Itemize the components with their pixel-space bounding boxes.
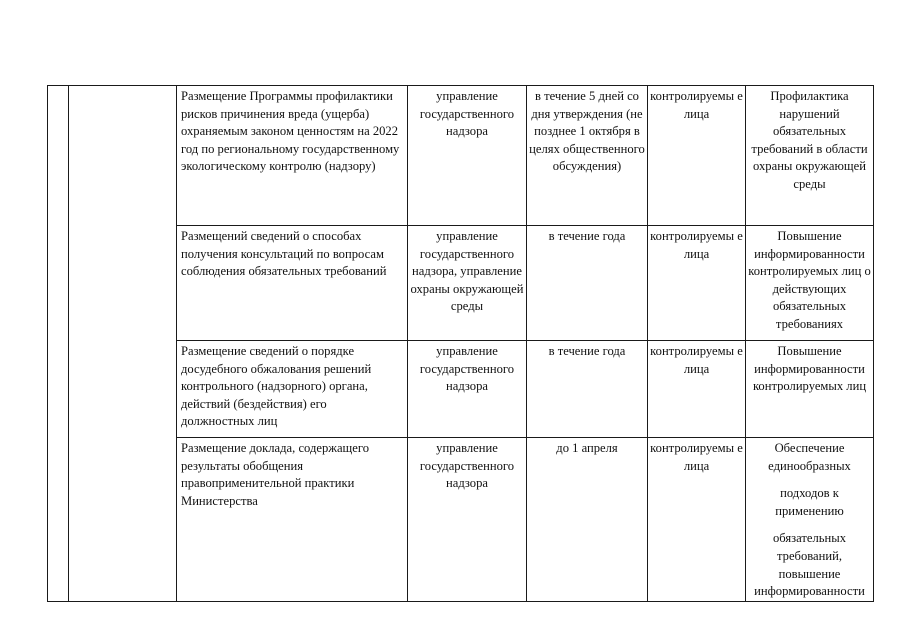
result-text: Профилактика нарушений обязательных требований в области охраны окружающей среды xyxy=(751,89,868,191)
subjects-cell xyxy=(648,86,746,226)
section-cell xyxy=(69,86,177,602)
measures-table xyxy=(47,85,874,602)
subjects-cell xyxy=(648,226,746,341)
responsible-text: управление государственного надзора xyxy=(419,344,515,394)
measure-text: Размещение доклада, содержащего результаты обобщения правоприменительной практики Министерства xyxy=(181,441,369,508)
subjects-cell xyxy=(648,341,746,438)
result-cell xyxy=(746,226,874,341)
row-number-cell xyxy=(48,86,69,602)
responsible-cell xyxy=(408,226,527,341)
measure-cell xyxy=(177,438,408,602)
subjects-cell xyxy=(648,438,746,602)
deadline-cell xyxy=(527,86,648,226)
subjects-text: контролируемы е лица xyxy=(650,441,743,473)
result-text: Повышение информированности контролируемых лиц о действующих обязательных требованиях xyxy=(748,229,871,331)
measure-cell xyxy=(177,226,408,341)
responsible-text: управление государственного надзора, управление охраны окружающей среды xyxy=(410,229,524,314)
deadline-text: в течение года xyxy=(548,344,626,358)
responsible-text: управление государственного надзора xyxy=(419,441,515,491)
responsible-cell xyxy=(408,341,527,438)
subjects-text: контролируемы е лица xyxy=(650,89,743,121)
result-cell xyxy=(746,438,874,602)
table-row xyxy=(48,86,874,226)
deadline-text: в течение 5 дней со дня утверждения (не позднее 1 октября в целях общественного обсуждения) xyxy=(529,89,645,174)
measure-text: Размещение Программы профилактики рисков причинения вреда (ущерба) охраняемым законом ценностям на 2022 год по региональному государственному экологическому контролю (надзору) xyxy=(181,89,400,174)
result-cell xyxy=(746,86,874,226)
measure-text: Размещение сведений о порядке досудебного обжалования решений контрольного (надзорного) органа, действий (бездействия) его должностных лиц xyxy=(181,344,372,429)
measure-text: Размещений сведений о способах получения консультаций по вопросам соблюдения обязательных требований xyxy=(181,229,387,279)
result-cell xyxy=(746,341,874,438)
result-text: Обеспечение единообразных xyxy=(768,441,851,473)
deadline-cell xyxy=(527,341,648,438)
measure-cell xyxy=(177,86,408,226)
measure-cell xyxy=(177,341,408,438)
responsible-cell xyxy=(408,86,527,226)
responsible-cell xyxy=(408,438,527,602)
deadline-cell xyxy=(527,438,648,602)
deadline-text: в течение года xyxy=(548,229,626,243)
result-text: Повышение информированности контролируемых лиц xyxy=(752,344,867,394)
subjects-text: контролируемы е лица xyxy=(650,229,743,261)
responsible-text: управление государственного надзора xyxy=(419,89,515,139)
deadline-text: до 1 апреля xyxy=(556,441,618,455)
result-text: обязательных требований, повышение информированности xyxy=(754,531,865,599)
deadline-cell xyxy=(527,226,648,341)
result-text: подходов к применению xyxy=(775,486,844,518)
subjects-text: контролируемы е лица xyxy=(650,344,743,376)
